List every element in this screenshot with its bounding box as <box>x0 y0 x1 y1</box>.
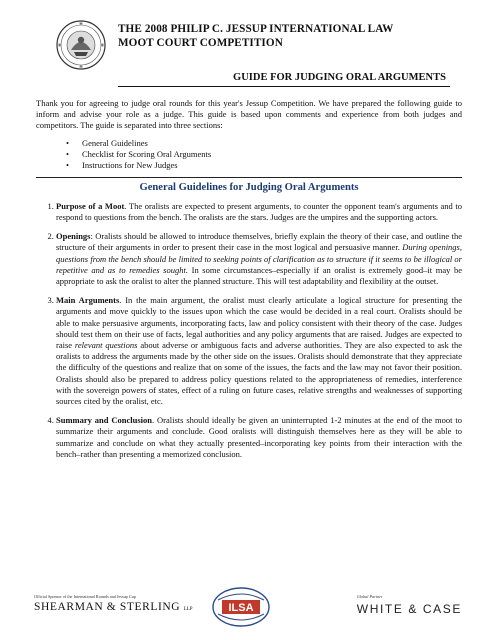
section-divider <box>36 177 462 178</box>
sponsor-suffix: LLP <box>183 607 193 612</box>
section-heading: General Guidelines for Judging Oral Arguments <box>139 181 359 193</box>
guideline-item <box>56 231 462 287</box>
sponsor-caption: Official Sponsor of the International Rounds and Jessup Cup <box>34 594 136 599</box>
document-header <box>52 20 450 88</box>
document-body <box>36 98 462 468</box>
guideline-text: . Oralists should ideally be given an uninterrupted 1-2 minutes at the end of the moot to summarize their arguments and conclude. Good oralists will distinguish themselves here as they will be able to summarize and conclude on what they actually presented–incorporating key points from their interaction with the bench–rather than presenting a memorized conclusion. <box>56 415 462 459</box>
ilsa-logo-icon <box>210 586 272 628</box>
guideline-title: Main Arguments <box>56 295 120 306</box>
document-subtitle: GUIDE FOR JUDGING ORAL ARGUMENTS <box>233 72 446 83</box>
guideline-item <box>56 295 462 407</box>
guideline-italic-text: During openings, questions from the bench should be limited to seeking points of clarification as to structure if it seems to be illogical or repetitive and as to remedies sought. <box>56 242 462 275</box>
court-seal-icon <box>56 20 106 70</box>
guideline-text: In some circumstances–especially if an oralist is extremely good–it may be appropriate to ask the oralist to alter the planned structure. This will test adaptability and flexibility at the outset. <box>56 264 462 287</box>
section-item: • Instructions for New Judges <box>82 160 462 171</box>
section-item: • General Guidelines <box>82 138 462 149</box>
sponsor-name <box>34 601 193 613</box>
guideline-italic-text: relevant questions <box>74 340 138 351</box>
sponsor-white-case <box>357 594 462 616</box>
sponsor-shearman-sterling <box>34 594 193 613</box>
guideline-title: Purpose of a Moot <box>56 200 125 211</box>
sponsor-name: WHITE & CASE <box>356 602 462 616</box>
guideline-item <box>56 201 462 223</box>
guideline-text: . In the main argument, the oralist must clearly articulate a logical structure for presenting the arguments and move quickly to the issues upon which the case would be decided in a real court. Oralists should be able to make persuasive arguments, incorporating facts, law and policy consistent with their theory of the case. Judges should test them on their use of facts, legal authorities and any policy arguments that are raised. Judges are expected to raise <box>56 295 463 351</box>
guideline-text: . The oralists are expected to present arguments, to counter the opponent team's arguments and to respond to questions from the bench. The oralists are the stars. Judges are the umpires and the supporting actors. <box>56 200 463 223</box>
guidelines-list <box>36 201 462 460</box>
guideline-item <box>56 415 462 460</box>
section-item: • Checklist for Scoring Oral Arguments <box>82 149 462 160</box>
guideline-title: Summary and Conclusion <box>56 415 153 426</box>
guideline-title: Openings <box>56 231 91 242</box>
guideline-text: about adverse or ambiguous facts and adverse authorities. They are also expected to ask the oralists to address the arguments made by the other side on the issues. Oralists should demonstrate that they appreciate the difficulty of the questions and realize that on some of the issues, the facts and the law may not favor their position. Oralists should also be prepared to address policy questions related to the appropriateness of remedies, interference with the sovereign powers of states, effect of a ruling on future cases, relative strengths and weaknesses of supporting sources cited by the oralist, etc. <box>56 340 462 407</box>
intro-paragraph: Thank you for agreeing to judge oral rounds for this year's Jessup Competition. We have prepared the following guide to inform and advise your role as a judge. This guide is based upon comments and experience from both judges and competitors. The guide is separated into three sections: <box>36 98 462 131</box>
guideline-text: : Oralists should be allowed to introduce themselves, briefly explain the theory of their case, and outline the structure of their arguments in order to present their case in the most logical and persuasive manner. <box>56 231 462 253</box>
header-divider <box>118 86 450 87</box>
title-line-1: THE 2008 PHILIP C. JESSUP INTERNATIONAL LAW <box>118 23 394 35</box>
sponsor-footer <box>32 586 470 630</box>
ilsa-logo-text: ILSA <box>228 602 254 614</box>
sponsor-name-text: SHEARMAN & STERLING <box>34 601 181 613</box>
sponsor-caption: Global Partner <box>356 594 383 599</box>
sections-list <box>36 138 462 171</box>
title-line-2: MOOT COURT COMPETITION <box>118 37 283 49</box>
document-title <box>118 22 448 50</box>
